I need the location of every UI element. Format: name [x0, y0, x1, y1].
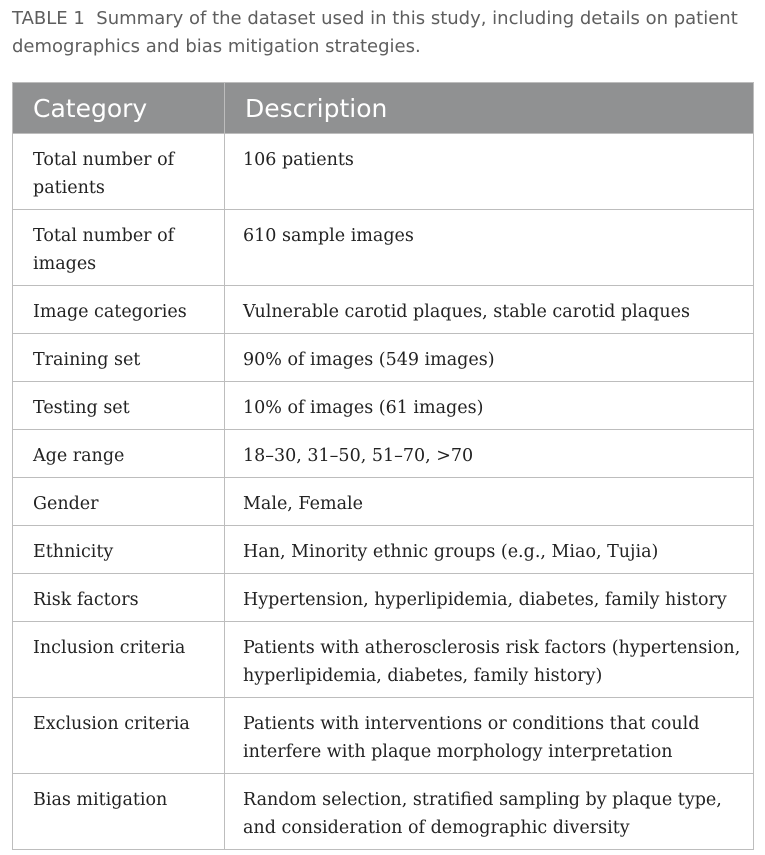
table-row: [13, 622, 754, 698]
caption-text: Summary of the dataset used in this study, including details on patient demographics and bias mitigation strategies.: [12, 8, 738, 57]
description-cell: 18–30, 31–50, 51–70, >70: [225, 430, 754, 478]
table-row: [13, 574, 754, 622]
category-cell: Ethnicity: [13, 526, 225, 574]
category-cell: Gender: [13, 478, 225, 526]
description-cell: Patients with interventions or conditions that could interfere with plaque morphology interpretation: [225, 698, 754, 774]
category-cell: Exclusion criteria: [13, 698, 225, 774]
table-caption: [12, 5, 757, 61]
description-cell: Random selection, stratified sampling by plaque type, and consideration of demographic diversity: [225, 774, 754, 850]
description-cell: Vulnerable carotid plaques, stable carotid plaques: [225, 286, 754, 334]
table-header-row: [13, 83, 754, 134]
description-cell: 10% of images (61 images): [225, 382, 754, 430]
category-cell: Inclusion criteria: [13, 622, 225, 698]
category-cell: Total number of images: [13, 210, 225, 286]
table-row: [13, 334, 754, 382]
category-cell: Testing set: [13, 382, 225, 430]
header-category: Category: [13, 83, 225, 134]
category-cell: Image categories: [13, 286, 225, 334]
table-row: [13, 210, 754, 286]
table-row: [13, 134, 754, 210]
description-cell: Han, Minority ethnic groups (e.g., Miao, Tujia): [225, 526, 754, 574]
table-label: TABLE 1: [12, 8, 85, 29]
table-row: [13, 430, 754, 478]
description-cell: Male, Female: [225, 478, 754, 526]
table-row: [13, 698, 754, 774]
category-cell: Total number of patients: [13, 134, 225, 210]
category-cell: Age range: [13, 430, 225, 478]
category-cell: Bias mitigation: [13, 774, 225, 850]
table-row: [13, 774, 754, 850]
header-description: Description: [225, 83, 754, 134]
table-row: [13, 478, 754, 526]
table-row: [13, 382, 754, 430]
category-cell: Training set: [13, 334, 225, 382]
dataset-summary-table: [12, 82, 754, 850]
table-row: [13, 526, 754, 574]
category-cell: Risk factors: [13, 574, 225, 622]
description-cell: Hypertension, hyperlipidemia, diabetes, family history: [225, 574, 754, 622]
description-cell: Patients with atherosclerosis risk factors (hypertension, hyperlipidemia, diabetes, family history): [225, 622, 754, 698]
description-cell: 106 patients: [225, 134, 754, 210]
description-cell: 90% of images (549 images): [225, 334, 754, 382]
table-row: [13, 286, 754, 334]
description-cell: 610 sample images: [225, 210, 754, 286]
